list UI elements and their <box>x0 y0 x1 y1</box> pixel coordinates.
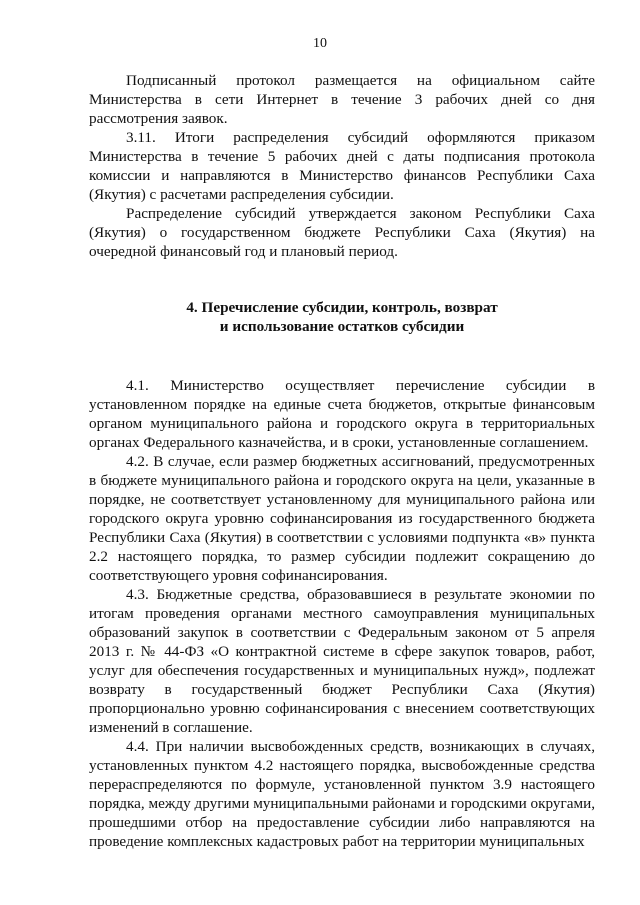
paragraph-4-4: 4.4. При наличии высвобожденных средств, возникающих в случаях, установленных пунктом 4.2 настоящего порядка, высвобожденные средства перераспределяются по формуле, установленной пунктом 3.9 настоящего порядка, между другими муниципальными районами и городскими округами, прошедшими отбор на предоставление субсидии либо направляются на проведение комплексных кадастровых работ на территории муниципальных <box>89 738 595 850</box>
section-heading-line-1: 4. Перечисление субсидии, контроль, возврат <box>186 299 498 316</box>
paragraph-4-2: 4.2. В случае, если размер бюджетных ассигнований, предусмотренных в бюджете муниципального района и городского округа на цели, указанные в порядке, не соответствует установленному для муниципального района или городского округа уровню софинансирования из государственного бюджета Республики Саха (Якутия) в соответствии с условиями подпункта «в» пункта 2.2 настоящего порядка, то размер субсидии подлежит сокращению до соответствующего уровня софинансирования. <box>89 453 595 584</box>
paragraph-3-11: 3.11. Итоги распределения субсидий оформляются приказом Министерства в течение 5 рабочих дней с даты подписания протокола комиссии и направляются в Министерство финансов Республики Саха (Якутия) с расчетами распределения субсидии. <box>89 129 595 203</box>
paragraph-4-1: 4.1. Министерство осуществляет перечисление субсидии в установленном порядке на единые счета бюджетов, открытые финансовым органом муниципального района и городского округа в территориальных органах Федерального казначейства, и в сроки, установленные соглашением. <box>89 377 595 451</box>
section-heading-line-2: и использование остатков субсидии <box>219 318 465 335</box>
section-heading <box>89 298 595 336</box>
paragraph-subsidy-distribution: Распределение субсидий утверждается законом Республики Саха (Якутия) о государственном бюджете Республики Саха (Якутия) на очередной финансовый год и плановый период. <box>89 205 595 260</box>
paragraph-protocol-publication: Подписанный протокол размещается на официальном сайте Министерства в сети Интернет в течение 3 рабочих дней со дня рассмотрения заявок. <box>89 72 595 127</box>
page-number: 10 <box>313 36 327 51</box>
document-body <box>89 71 595 851</box>
paragraph-4-3: 4.3. Бюджетные средства, образовавшиеся в результате экономии по итогам проведения органами местного самоуправления муниципальных образований закупок в соответствии с Федеральным законом от 5 апреля 2013 г. № 44-ФЗ «О контрактной системе в сфере закупок товаров, работ, услуг для обеспечения государственных и муниципальных нужд», подлежат возврату в государственный бюджет Республики Саха (Якутия) пропорционально уровню софинансирования с внесением соответствующих изменений в соглашение. <box>89 586 595 736</box>
